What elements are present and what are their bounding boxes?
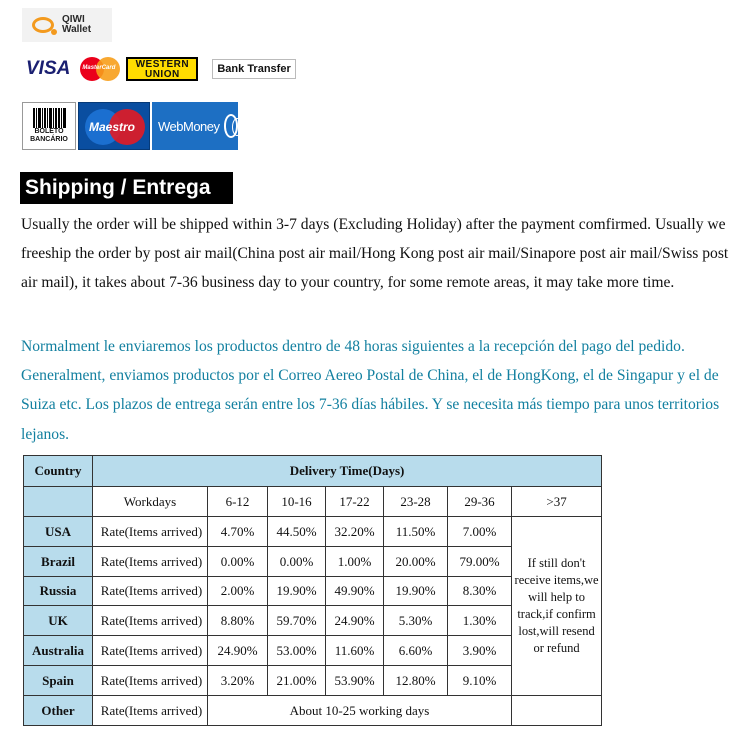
rate-value: 19.90%: [384, 577, 448, 606]
boleto-logo: BOLETO BANCÁRIO: [22, 102, 76, 150]
globe-icon: [224, 114, 238, 138]
rate-value: 6.60%: [384, 636, 448, 666]
rate-value: 8.30%: [448, 577, 512, 606]
range-header: >37: [512, 487, 602, 517]
barcode-icon: [33, 108, 66, 128]
range-header: 10-16: [268, 487, 326, 517]
rate-value: 1.00%: [326, 547, 384, 577]
rate-label: Rate(Items arrived): [93, 517, 208, 547]
rate-value: 53.90%: [326, 666, 384, 696]
workdays-label: Workdays: [93, 487, 208, 517]
rate-value: 3.20%: [208, 666, 268, 696]
rate-value: 4.70%: [208, 517, 268, 547]
qiwi-logo-text: QIWI: [62, 14, 85, 25]
shipping-spanish-text: Normalment le enviaremos los productos dentro de 48 horas siguientes a la recepción del pago del pedido. Generalment, enviamos productos por el Correo Aereo Postal de China, el de HongKong, el de Singapur y el de Suiza etc. Los plazos de entrega serán entre los 7-36 días hábiles. Y se necesita más tiempo para unos territorios lejanos.: [21, 338, 720, 443]
delivery-note: If still don't receive items,we will help to track,if confirm lost,will resend or refund: [512, 517, 602, 696]
rate-value: 11.60%: [326, 636, 384, 666]
country-cell: Other: [24, 696, 93, 726]
rate-value: 1.30%: [448, 606, 512, 636]
rate-value: 3.90%: [448, 636, 512, 666]
rate-value: 2.00%: [208, 577, 268, 606]
rate-label: Rate(Items arrived): [93, 666, 208, 696]
mastercard-logo-text: MasterCard: [82, 65, 116, 71]
rate-value: 24.90%: [208, 636, 268, 666]
country-cell: UK: [24, 606, 93, 636]
rate-value: 21.00%: [268, 666, 326, 696]
delivery-time-header: Delivery Time(Days): [93, 456, 602, 487]
rate-label: Rate(Items arrived): [93, 577, 208, 606]
rate-value: 32.20%: [326, 517, 384, 547]
payment-methods-row-2: [22, 102, 238, 150]
table-row: [24, 517, 602, 547]
wallet-logo-text: Wallet: [62, 24, 92, 35]
rate-label: Rate(Items arrived): [93, 636, 208, 666]
rate-value: 79.00%: [448, 547, 512, 577]
qiwi-wallet-logo: [22, 8, 112, 42]
rate-value: 9.10%: [448, 666, 512, 696]
mastercard-logo: [80, 57, 120, 81]
rate-value: 59.70%: [268, 606, 326, 636]
visa-logo: VISA: [26, 58, 71, 79]
rate-value: 49.90%: [326, 577, 384, 606]
rate-value: 12.80%: [384, 666, 448, 696]
range-header: 6-12: [208, 487, 268, 517]
other-delivery-value: About 10-25 working days: [208, 696, 512, 726]
payment-methods-row-1: [22, 50, 296, 88]
bank-transfer-logo: Bank Transfer: [212, 59, 295, 79]
shipping-english-text: Usually the order will be shipped within 3-7 days (Excluding Holiday) after the payment comfirmed. Usually we freeship the order by post air mail(China post air mail/Hong Kong post air mail/Sinapore post air mail/Swiss post air mail), it takes about 7-36 business day to your country, for some remote areas, it may take more time.: [21, 216, 729, 292]
shipping-title: Shipping / Entrega: [20, 172, 233, 204]
rate-value: 20.00%: [384, 547, 448, 577]
range-header: 29-36: [448, 487, 512, 517]
rate-value: 19.90%: [268, 577, 326, 606]
rate-value: 53.00%: [268, 636, 326, 666]
maestro-logo: Maestro: [78, 102, 150, 150]
country-header: Country: [24, 456, 93, 487]
table-row: [24, 696, 602, 726]
delivery-time-table: [23, 455, 602, 726]
rate-value: 0.00%: [268, 547, 326, 577]
rate-label: Rate(Items arrived): [93, 606, 208, 636]
rate-value: 44.50%: [268, 517, 326, 547]
rate-value: 11.50%: [384, 517, 448, 547]
qiwi-icon: [32, 17, 54, 33]
webmoney-logo: WebMoney: [152, 102, 238, 150]
rate-value: 24.90%: [326, 606, 384, 636]
country-cell: Russia: [24, 577, 93, 606]
country-cell: Brazil: [24, 547, 93, 577]
rate-value: 0.00%: [208, 547, 268, 577]
rate-label: Rate(Items arrived): [93, 696, 208, 726]
country-cell: Spain: [24, 666, 93, 696]
country-cell: USA: [24, 517, 93, 547]
rate-value: 8.80%: [208, 606, 268, 636]
western-union-logo: WESTERN UNION: [126, 57, 198, 81]
rate-value: 5.30%: [384, 606, 448, 636]
rate-value: 7.00%: [448, 517, 512, 547]
range-header: 17-22: [326, 487, 384, 517]
range-header: 23-28: [384, 487, 448, 517]
country-cell: Australia: [24, 636, 93, 666]
rate-label: Rate(Items arrived): [93, 547, 208, 577]
